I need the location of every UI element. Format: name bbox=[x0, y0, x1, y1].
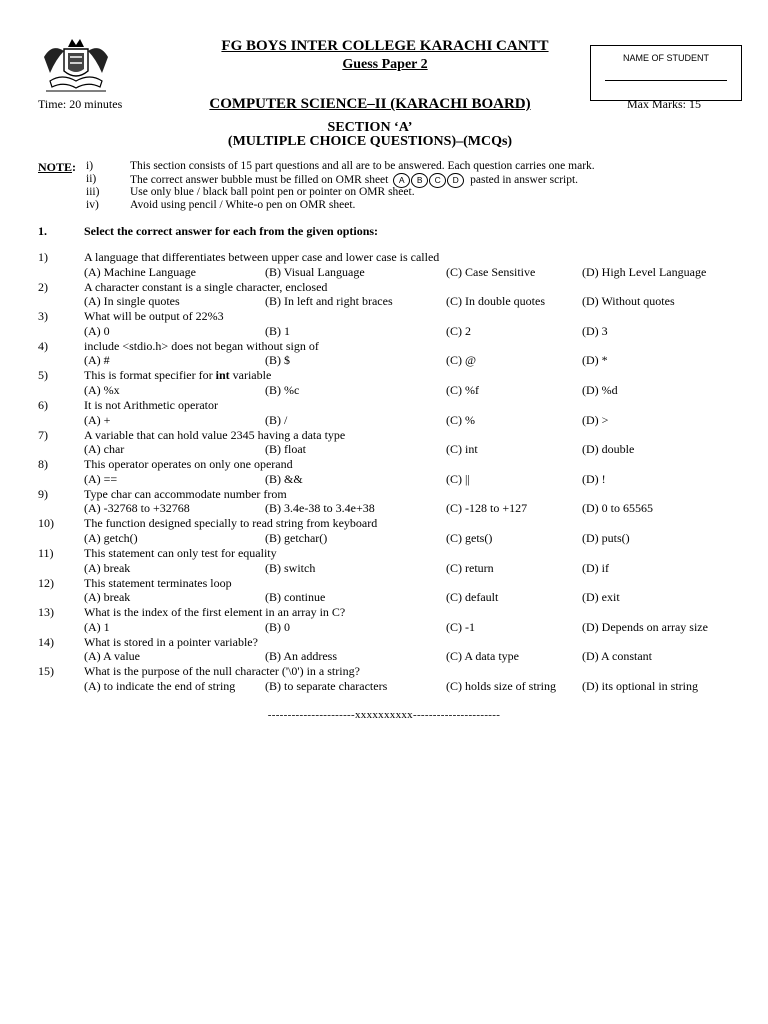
answer-option: (D) 0 to 65565 bbox=[582, 501, 653, 516]
question-text: What is stored in a pointer variable? bbox=[84, 634, 258, 649]
student-name-box[interactable] bbox=[590, 45, 742, 101]
college-name: FG BOYS INTER COLLEGE KARACHI CANTT bbox=[221, 38, 549, 54]
question-number: 15) bbox=[38, 664, 54, 679]
answer-option: (A) A value bbox=[84, 649, 140, 664]
omr-bubble: A bbox=[393, 173, 410, 188]
answer-option: (A) == bbox=[84, 471, 118, 486]
answer-option: (B) 1 bbox=[265, 323, 290, 338]
answer-option: (D) A constant bbox=[582, 649, 652, 664]
answer-option: (A) + bbox=[84, 412, 111, 427]
answer-option: (D) exit bbox=[582, 590, 620, 605]
answer-option: (C) int bbox=[446, 442, 478, 457]
answer-option: (C) -1 bbox=[446, 619, 475, 634]
answer-option: (B) 3.4e-38 to 3.4e+38 bbox=[265, 501, 375, 516]
answer-option: (C) 2 bbox=[446, 323, 471, 338]
answer-option: (A) # bbox=[84, 353, 110, 368]
note-text: Use only blue / black ball point pen or pointer on OMR sheet. bbox=[130, 186, 415, 198]
subject-title: COMPUTER SCIENCE–II (KARACHI BOARD) bbox=[209, 96, 531, 112]
question-number: 10) bbox=[38, 516, 54, 531]
answer-option: (C) default bbox=[446, 590, 499, 605]
answer-option: (D) > bbox=[582, 412, 609, 427]
answer-option: (D) ! bbox=[582, 471, 606, 486]
question-text: What is the index of the first element in an array in C? bbox=[84, 605, 346, 620]
question-number: 1) bbox=[38, 250, 48, 264]
answer-option: (A) In single quotes bbox=[84, 294, 180, 309]
question-text: The function designed specially to read string from keyboard bbox=[84, 516, 378, 531]
question-text: A variable that can hold value 2345 having a data type bbox=[84, 427, 346, 442]
time-allowed: Time: 20 minutes bbox=[38, 97, 123, 111]
question-number: 3) bbox=[38, 309, 48, 324]
omr-bubble: D bbox=[447, 173, 464, 188]
question-text: A character constant is a single character, enclosed bbox=[84, 279, 328, 294]
answer-option: (C) return bbox=[446, 560, 494, 575]
omr-bubble: B bbox=[411, 173, 428, 188]
question-number: 5) bbox=[38, 368, 48, 383]
answer-option: (D) its optional in string bbox=[582, 678, 698, 693]
question-number: 13) bbox=[38, 605, 54, 620]
answer-option: (A) 0 bbox=[84, 323, 110, 338]
answer-option: (A) %x bbox=[84, 382, 120, 397]
answer-option: (D) double bbox=[582, 442, 635, 457]
question-number: 11) bbox=[38, 546, 54, 560]
answer-option: (B) getchar() bbox=[265, 530, 328, 545]
question-text: include <stdio.h> does not began without sign of bbox=[84, 338, 319, 353]
answer-option: (B) 0 bbox=[265, 619, 290, 634]
answer-option: (D) %d bbox=[582, 382, 618, 397]
question-number: 9) bbox=[38, 486, 48, 501]
answer-option: (B) float bbox=[265, 442, 306, 457]
question-text: It is not Arithmetic operator bbox=[84, 398, 218, 412]
answer-option: (C) In double quotes bbox=[446, 294, 545, 309]
instruction-text: Select the correct answer for each from the given options: bbox=[84, 224, 379, 238]
answer-option: (D) if bbox=[582, 560, 609, 575]
answer-option: (A) char bbox=[84, 442, 125, 457]
answer-option: (B) continue bbox=[265, 590, 326, 605]
section-subtitle: (MULTIPLE CHOICE QUESTIONS)–(MCQs) bbox=[227, 134, 513, 149]
section-title: SECTION ‘A’ bbox=[327, 120, 413, 135]
answer-option: (C) -128 to +127 bbox=[446, 501, 528, 516]
question-number: 14) bbox=[38, 634, 54, 649]
answer-option: (C) gets() bbox=[446, 530, 493, 545]
answer-option: (A) 1 bbox=[84, 619, 110, 634]
answer-option: (B) An address bbox=[265, 649, 337, 664]
question-number: 2) bbox=[38, 279, 48, 294]
question-text: This operator operates on only one operand bbox=[84, 457, 293, 472]
answer-option: (A) to indicate the end of string bbox=[84, 678, 236, 693]
answer-option: (C) Case Sensitive bbox=[446, 264, 536, 279]
answer-option: (B) switch bbox=[265, 560, 316, 575]
answer-option: (D) 3 bbox=[582, 323, 608, 338]
answer-option: (C) @ bbox=[446, 353, 477, 368]
question-number: 7) bbox=[38, 427, 48, 442]
note-number: iv) bbox=[86, 199, 99, 211]
student-name-line bbox=[605, 80, 727, 81]
paper-title: Guess Paper 2 bbox=[342, 57, 428, 72]
note-number: i) bbox=[86, 160, 94, 172]
note-number: ii) bbox=[86, 173, 97, 185]
question-text: A language that differentiates between upper case and lower case is called bbox=[84, 250, 440, 264]
note-number: iii) bbox=[86, 186, 100, 198]
question-number: 12) bbox=[38, 575, 54, 590]
omr-bubble: C bbox=[429, 173, 446, 188]
end-separator: ----------------------xxxxxxxxxx---------------------- bbox=[267, 709, 501, 721]
answer-option: (A) Machine Language bbox=[84, 264, 196, 279]
answer-option: (B) && bbox=[265, 471, 303, 486]
answer-option: (D) * bbox=[582, 353, 608, 368]
answer-option: (B) / bbox=[265, 412, 288, 427]
college-logo bbox=[40, 37, 112, 97]
student-name-label: NAME OF STUDENT bbox=[622, 53, 709, 63]
answer-option: (B) Visual Language bbox=[265, 264, 365, 279]
answer-option: (C) holds size of string bbox=[446, 678, 556, 693]
question-text: What is the purpose of the null character ('\0') in a string? bbox=[84, 664, 360, 679]
answer-option: (B) to separate characters bbox=[265, 678, 388, 693]
answer-option: (B) $ bbox=[265, 353, 290, 368]
answer-option: (A) getch() bbox=[84, 530, 138, 545]
answer-option: (A) break bbox=[84, 590, 131, 605]
answer-option: (D) Without quotes bbox=[582, 294, 675, 309]
question-text: This statement can only test for equality bbox=[84, 546, 277, 560]
question-text: This statement terminates loop bbox=[84, 575, 232, 590]
question-number: 6) bbox=[38, 398, 48, 412]
answer-option: (C) A data type bbox=[446, 649, 519, 664]
answer-option: (D) High Level Language bbox=[582, 264, 707, 279]
note-label: NOTE: bbox=[38, 160, 77, 174]
question-text: This is format specifier for int variable bbox=[84, 368, 272, 383]
question-text: What will be output of 22%3 bbox=[84, 309, 224, 324]
question-number: 4) bbox=[38, 338, 48, 353]
answer-option: (C) % bbox=[446, 412, 475, 427]
note-text: Avoid using pencil / White-o pen on OMR sheet. bbox=[130, 199, 356, 211]
instruction-number: 1. bbox=[38, 224, 47, 238]
answer-option: (B) In left and right braces bbox=[265, 294, 393, 309]
note-text: The correct answer bubble must be filled on OMR sheet A B C D pasted in answer script. bbox=[130, 174, 579, 187]
question-text: Type char can accommodate number from bbox=[84, 486, 287, 501]
note-text: This section consists of 15 part questions and all are to be answered. Each question carries one mark. bbox=[130, 160, 595, 172]
answer-option: (A) -32768 to +32768 bbox=[84, 501, 190, 516]
answer-option: (D) Depends on array size bbox=[582, 619, 708, 634]
answer-option: (B) %c bbox=[265, 382, 300, 397]
answer-option: (D) puts() bbox=[582, 530, 630, 545]
question-number: 8) bbox=[38, 457, 48, 472]
answer-option: (C) || bbox=[446, 471, 470, 486]
answer-option: (C) %f bbox=[446, 382, 479, 397]
answer-option: (A) break bbox=[84, 560, 131, 575]
max-marks: Max Marks: 15 bbox=[627, 97, 701, 111]
